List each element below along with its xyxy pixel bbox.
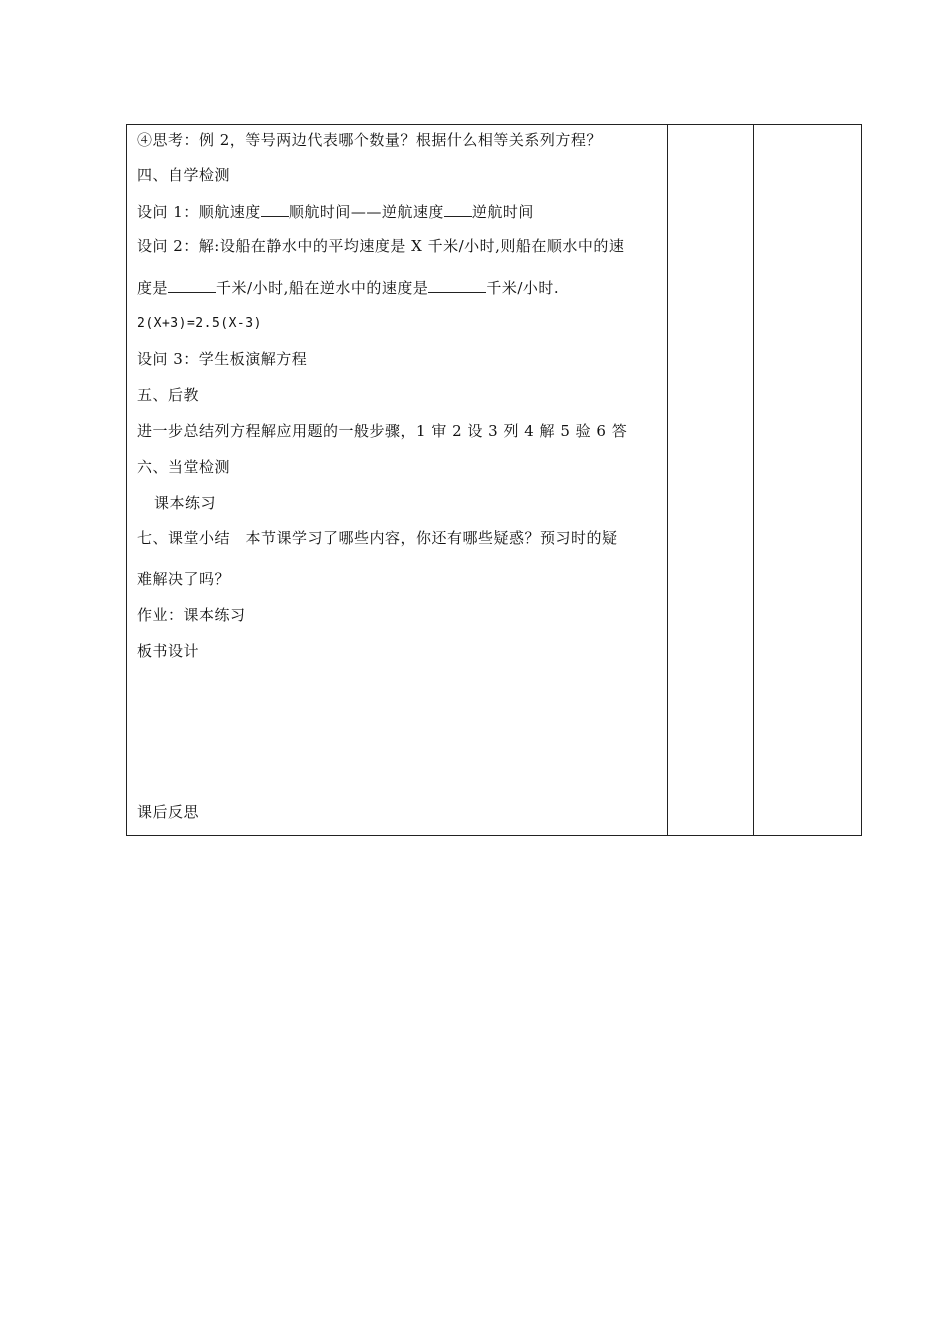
steps-summary: 进一步总结列方程解应用题的一般步骤，1 审 2 设 3 列 4 解 5 验 6 答 — [137, 422, 628, 440]
answer-blank — [428, 278, 486, 293]
question-2-line-1: 设问 2：解:设船在静水中的平均速度是 X 千米/小时,则船在顺水中的速 — [137, 237, 625, 255]
board-design: 板书设计 — [137, 642, 200, 660]
column-divider — [753, 125, 754, 835]
question-1-prefix: 设问 1：顺航速度 — [137, 203, 261, 221]
column-divider — [667, 125, 668, 835]
reflection: 课后反思 — [137, 803, 200, 821]
answer-blank — [168, 278, 216, 293]
answer-blank — [444, 202, 472, 217]
question-2-line-2 — [137, 278, 559, 297]
question-2-middle: 千米/小时,船在逆水中的速度是 — [216, 279, 429, 297]
section-7-line-2: 难解决了吗？ — [137, 570, 231, 588]
question-1-suffix: 逆航时间 — [471, 203, 534, 221]
exercise-text: 课本练习 — [154, 494, 217, 512]
question-1 — [137, 202, 534, 221]
question-2-suffix: 千米/小时. — [486, 279, 560, 297]
lesson-table — [126, 124, 862, 836]
section-4-title: 四、自学检测 — [137, 166, 231, 184]
section-6-title: 六、当堂检测 — [137, 458, 231, 476]
equation: 2(X+3)=2.5(X-3) — [137, 316, 262, 331]
question-1-middle: 顺航时间——逆航速度 — [288, 203, 444, 221]
section-5-title: 五、后教 — [137, 386, 200, 404]
answer-blank — [261, 202, 289, 217]
question-3: 设问 3：学生板演解方程 — [137, 350, 308, 368]
question-2-prefix: 度是 — [137, 279, 169, 297]
homework: 作业：课本练习 — [137, 606, 246, 624]
lesson-content-cell — [127, 125, 667, 835]
think-question: ④思考：例 2，等号两边代表哪个数量？根据什么相等关系列方程？ — [137, 131, 602, 149]
section-7-line-1: 七、课堂小结 本节课学习了哪些内容，你还有哪些疑惑？预习时的疑 — [137, 529, 618, 547]
